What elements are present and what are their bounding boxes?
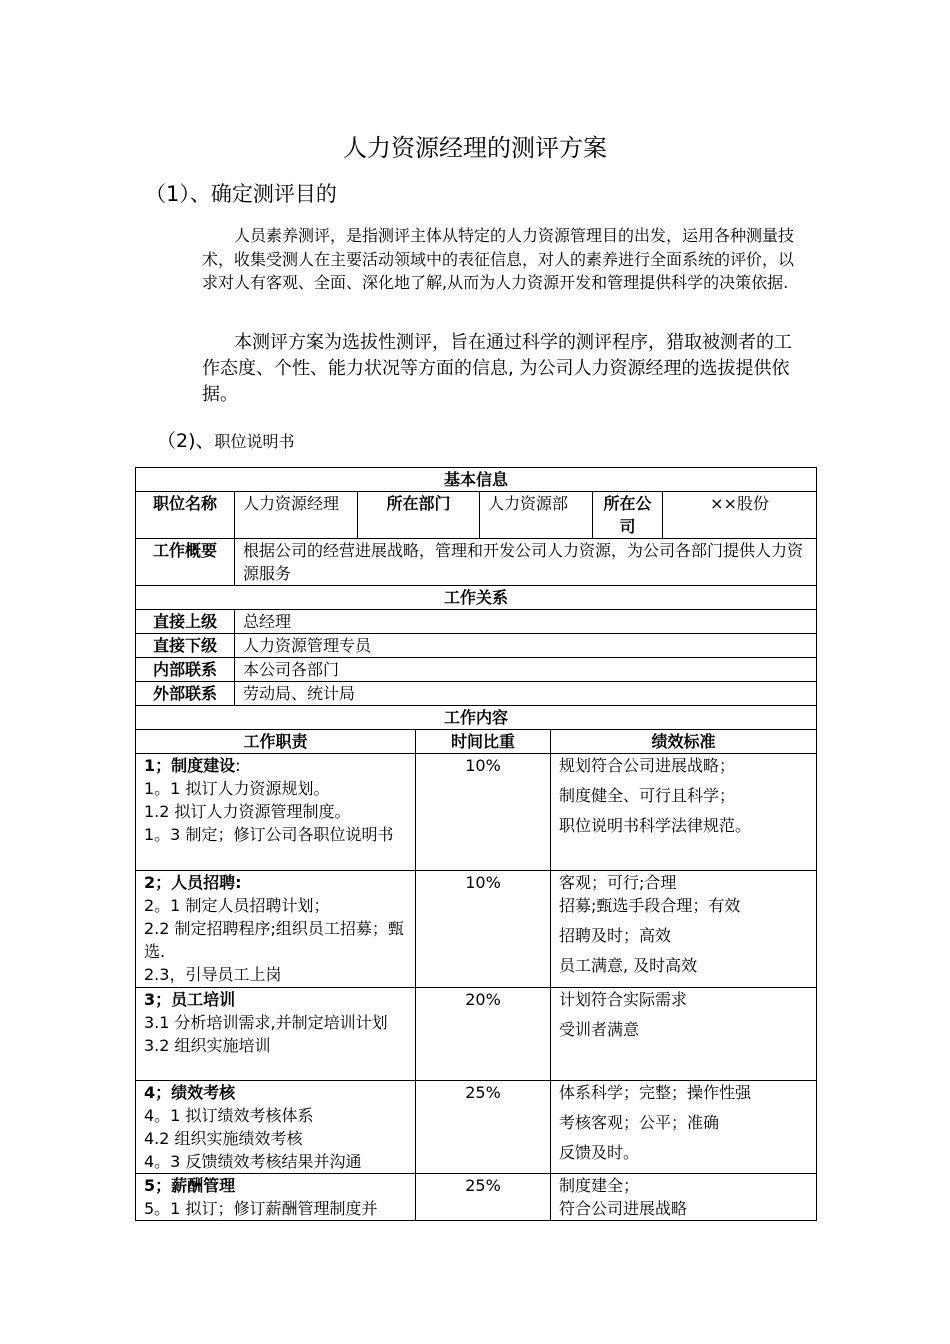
- duty-item: 3.2 组织实施培训: [144, 1036, 271, 1055]
- table-row: [136, 754, 817, 871]
- weight-cell: 10%: [416, 754, 551, 871]
- standard-item: 员工满意, 及时高效: [559, 956, 698, 975]
- standard-item: 反馈及时。: [559, 1143, 640, 1162]
- weight-cell: 20%: [416, 988, 551, 1081]
- standard-cell: [551, 1174, 817, 1221]
- standard-cell: [551, 1081, 817, 1174]
- superior-label: 直接上级: [136, 610, 235, 634]
- external-value: 劳动局、统计局: [235, 682, 817, 706]
- duty-item: 2.2 制定招聘程序;组织员工招募；甄选.: [144, 919, 404, 961]
- section2-heading-number: （2)、: [157, 430, 215, 452]
- duty-item: 4。3 反馈绩效考核结果并沟通: [144, 1152, 362, 1171]
- table-row: [136, 1081, 817, 1174]
- subordinate-value: 人力资源管理专员: [235, 634, 817, 658]
- standard-cell: [551, 754, 817, 871]
- duty-item: 2。1 制定人员招聘计划；: [144, 896, 330, 915]
- section1-paragraph-1: 人员素养测评，是指测评主体从特定的人力资源管理目的出发，运用各种测量技术，收集受测人在主要活动领域中的表征信息，对人的素养进行全面系统的评价，以求对人有客观、全面、深化地了解,从而为人力资源开发和管理提供科学的决策依据.: [202, 226, 795, 292]
- standard-item: 计划符合实际需求: [559, 990, 688, 1009]
- standard-item: 受训者满意: [559, 1020, 640, 1039]
- summary-label: 工作概要: [136, 539, 235, 586]
- standard-item: 职位说明书科学法律规范。: [559, 816, 752, 835]
- standard-item: 客观；可行;合理: [559, 873, 677, 892]
- dept-value: 人力资源部: [480, 492, 593, 539]
- standard-column-header: 绩效标准: [551, 730, 817, 754]
- duty-title: 4；绩效考核: [144, 1083, 236, 1102]
- standard-item: 考核客观；公平；准确: [559, 1113, 720, 1132]
- company-label: 所在公司: [593, 492, 663, 539]
- duty-cell: [136, 1081, 416, 1174]
- weight-cell: 25%: [416, 1174, 551, 1221]
- duty-item: 4。1 拟订绩效考核体系: [144, 1106, 314, 1125]
- standard-item: 招募;甄选手段合理；有效: [559, 896, 741, 915]
- duty-item: 1。3 制定；修订公司各职位说明书: [144, 825, 394, 844]
- duty-item: 5。1 拟订；修订薪酬管理制度并: [144, 1199, 378, 1218]
- internal-value: 本公司各部门: [235, 658, 817, 682]
- standard-cell: [551, 988, 817, 1081]
- basic-info-header: 基本信息: [136, 468, 817, 492]
- duty-item: 2.3，引导员工上岗: [144, 965, 282, 984]
- standard-item: 规划符合公司进展战略；: [559, 756, 736, 775]
- section1-paragraph-2: 本测评方案为选拔性测评，旨在通过科学的测评程序，猎取被测者的工作态度、个性、能力状况等方面的信息, 为公司人力资源经理的选拔提供依据。: [202, 332, 792, 405]
- duty-title: 2；人员招聘:: [144, 873, 242, 892]
- duty-cell: [136, 871, 416, 988]
- duty-title: 3；员工培训: [144, 990, 236, 1009]
- standard-item: 体系科学；完整；操作性强: [559, 1083, 752, 1102]
- weight-column-header: 时间比重: [416, 730, 551, 754]
- content-header: 工作内容: [136, 706, 817, 730]
- table-row: [136, 871, 817, 988]
- page-title: 人力资源经理的测评方案: [343, 134, 607, 162]
- external-label: 外部联系: [136, 682, 235, 706]
- duty-cell: [136, 988, 416, 1081]
- duty-item: 1.2 拟订人力资源管理制度。: [144, 802, 351, 821]
- duty-title: 5；薪酬管理: [144, 1176, 236, 1195]
- table-row: [136, 988, 817, 1081]
- subordinate-label: 直接下级: [136, 634, 235, 658]
- relations-header: 工作关系: [136, 586, 817, 610]
- duty-item: 3.1 分析培训需求,并制定培训计划: [144, 1013, 388, 1032]
- standard-item: 招聘及时；高效: [559, 926, 672, 945]
- duty-cell: [136, 1174, 416, 1221]
- table-row: [136, 1174, 817, 1221]
- job-description-table: [135, 467, 817, 1221]
- weight-cell: 25%: [416, 1081, 551, 1174]
- standard-cell: [551, 871, 817, 988]
- internal-label: 内部联系: [136, 658, 235, 682]
- standard-item: 符合公司进展战略: [559, 1199, 688, 1218]
- position-label: 职位名称: [136, 492, 235, 539]
- duty-cell: [136, 754, 416, 871]
- standard-item: 制度建全；: [559, 1176, 640, 1195]
- duty-title: 1；制度建设: [144, 756, 236, 775]
- section2-heading: [157, 426, 295, 453]
- duty-column-header: 工作职责: [136, 730, 416, 754]
- dept-label: 所在部门: [358, 492, 480, 539]
- duty-item: 4.2 组织实施绩效考核: [144, 1129, 303, 1148]
- section1-heading: （1）、确定测评目的: [145, 182, 337, 206]
- superior-value: 总经理: [235, 610, 817, 634]
- weight-cell: 10%: [416, 871, 551, 988]
- standard-item: 制度健全、可行且科学；: [559, 786, 736, 805]
- summary-value: 根据公司的经营进展战略，管理和开发公司人力资源，为公司各部门提供人力资源服务: [235, 539, 817, 586]
- section2-heading-text: 职位说明书: [214, 432, 295, 451]
- company-value: ××股份: [663, 492, 817, 539]
- duty-item: 1。1 拟订人力资源规划。: [144, 779, 330, 798]
- duty-title-suffix: :: [235, 756, 241, 775]
- position-value: 人力资源经理: [235, 492, 358, 539]
